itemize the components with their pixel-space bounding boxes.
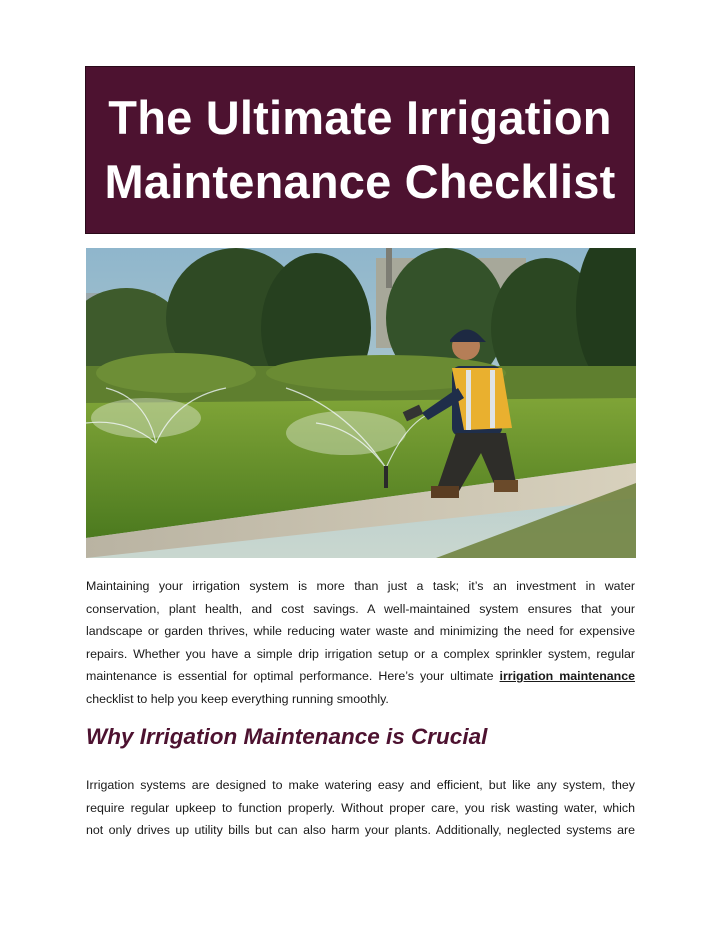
title-banner [85, 66, 635, 234]
section-heading: Why Irrigation Maintenance is Crucial [86, 724, 488, 749]
intro-line [86, 665, 635, 688]
intro-line: checklist to help you keep everything running smoothly. [86, 691, 389, 706]
irrigation-maintenance-link[interactable]: irrigation maintenance [499, 669, 636, 683]
section-line: not only drives up utility bills but can also harm your plants. Additionally, neglected systems are [86, 823, 635, 837]
hero-photo [86, 248, 636, 558]
intro-paragraph [86, 575, 635, 710]
irrigation-worker-photo-icon [86, 248, 636, 558]
section-line: require regular upkeep to function properly. Without proper care, you risk wasting water, which [86, 800, 635, 815]
intro-line: landscape or garden thrives, while reducing water waste and minimizing the need for expensive [86, 624, 635, 638]
intro-line-text: maintenance is essential for optimal performance. Here’s your ultimate [86, 669, 500, 683]
section-paragraph [86, 774, 635, 842]
page-title-line-2: Maintenance Checklist [104, 155, 616, 208]
section-line: Irrigation systems are designed to make watering easy and efficient, but like any system, they [86, 778, 635, 792]
intro-line: repairs. Whether you have a simple drip irrigation setup or a complex sprinkler system, regular [86, 646, 635, 661]
page-title-line-1: The Ultimate Irrigation [108, 91, 612, 144]
intro-line: conservation, plant health, and cost savings. A well-maintained system ensures that your [86, 601, 635, 616]
intro-line: Maintaining your irrigation system is more than just a task; it’s an investment in water [86, 579, 635, 593]
